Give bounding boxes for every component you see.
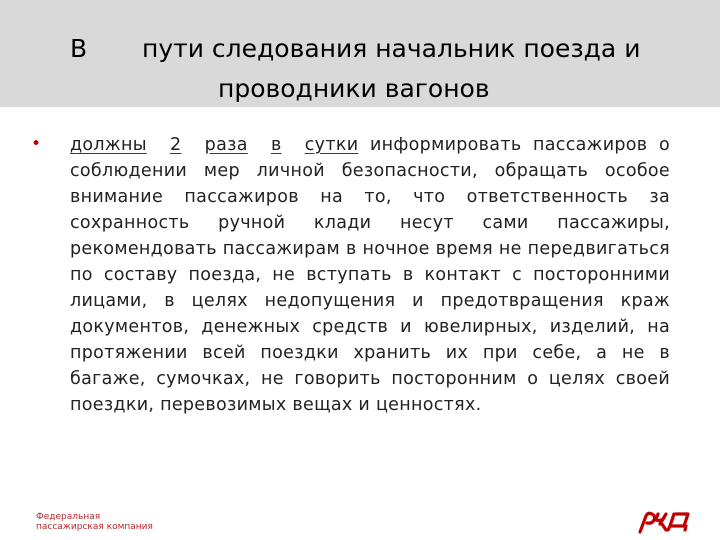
bullet-marker: • xyxy=(31,134,42,154)
page-title-line-2: проводники вагонов xyxy=(218,74,490,103)
underlined-word: в xyxy=(270,135,282,155)
rzd-logo xyxy=(636,508,698,534)
underlined-word: раза xyxy=(204,135,248,155)
underlined-word: должны xyxy=(70,135,147,155)
logo-text: РЖД xyxy=(636,508,639,509)
title-first-word: В xyxy=(70,34,88,63)
body-paragraph xyxy=(70,132,670,418)
company-name xyxy=(36,512,153,532)
company-name-line-2: пассажирская компания xyxy=(36,522,153,532)
underlined-word: сутки xyxy=(304,135,359,155)
company-name-line-1: Федеральная xyxy=(36,512,101,522)
body-text: информировать пассажиров о соблюдении мер личной безопасности, обращать особое внимание пассажиров на то, что ответственность за сохранность ручной клади несут сами пассажиры, рекомендовать пассажирам в ночное время не передвигаться по составу поезда, не вступать в контакт с посторонними лицами, в целях недопущения и предотвращения краж документов, денежных средств и ювелирных, изделий, на протяжении всей поездки хранить их при себе, а не в багаже, сумочках, не говорить посторонним о целях своей поездки, перевозимых вещах и ценностях. xyxy=(70,135,671,415)
title-banner xyxy=(0,0,720,107)
underlined-word: 2 xyxy=(170,135,182,155)
title-line-1-rest: пути следования начальник поезда и xyxy=(142,34,641,63)
